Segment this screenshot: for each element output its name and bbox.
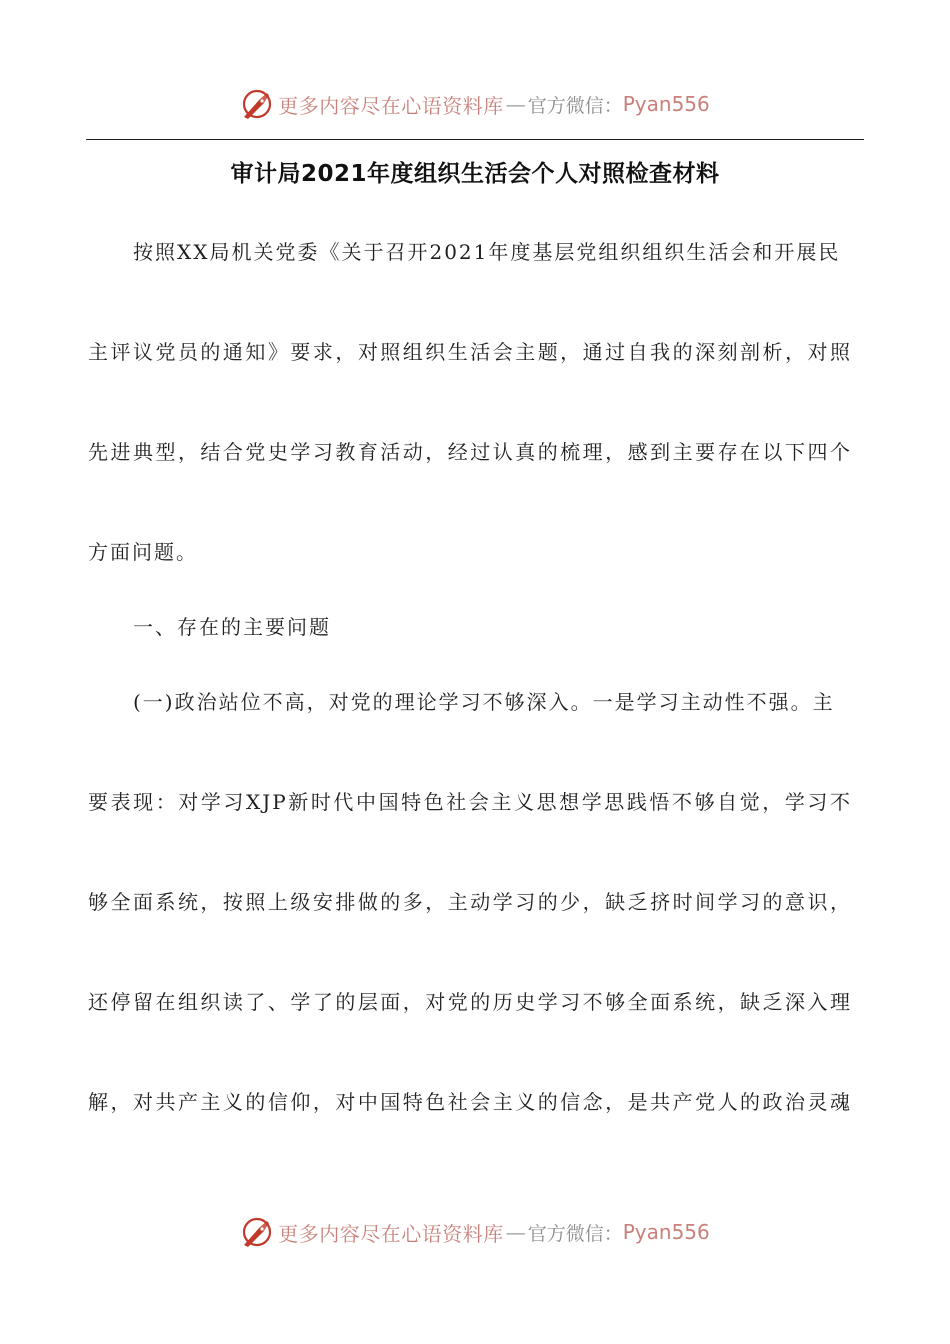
watermark-separator: — [505, 92, 526, 116]
body-line-4: 方面问题。 [88, 540, 198, 564]
watermark-brand-text: 更多内容尽在心语资料库 [278, 93, 504, 118]
body-line-2: 主评议党员的通知》要求，对照组织生活会主题，通过自我的深刻剖析，对照 [88, 340, 852, 364]
body-line-7: 要表现：对学习XJP新时代中国特色社会主义思想学思践悟不够自觉，学习不 [88, 790, 852, 814]
watermark-official-label: 官方微信： [527, 1222, 623, 1245]
section-heading: 一、存在的主要问题 [133, 615, 331, 639]
body-line-6: (一)政治站位不高，对党的理论学习不够深入。一是学习主动性不强。主 [133, 690, 835, 714]
watermark-wechat-id: Pyan556 [622, 1220, 710, 1244]
body-line-9: 还停留在组织读了、学了的层面，对党的历史学习不够全面系统，缺乏深入理 [88, 990, 852, 1014]
header-watermark [0, 84, 950, 124]
pen-nib-circle-icon [240, 87, 274, 121]
watermark-official-label: 官方微信： [527, 94, 623, 117]
watermark-brand-text: 更多内容尽在心语资料库 [278, 1221, 504, 1246]
watermark-wechat-id: Pyan556 [622, 92, 710, 116]
header-divider [86, 139, 864, 140]
body-line-8: 够全面系统，按照上级安排做的多，主动学习的少，缺乏挤时间学习的意识， [88, 890, 852, 914]
body-line-3: 先进典型，结合党史学习教育活动，经过认真的梳理，感到主要存在以下四个 [88, 440, 852, 464]
watermark-separator: — [505, 1220, 526, 1244]
footer-watermark [0, 1212, 950, 1252]
body-line-1: 按照XX局机关党委《关于召开2021年度基层党组织组织生活会和开展民 [133, 240, 841, 264]
pen-nib-circle-icon [240, 1215, 274, 1249]
document-title: 审计局2021年度组织生活会个人对照检查材料 [230, 161, 720, 187]
body-line-10: 解，对共产主义的信仰，对中国特色社会主义的信念，是共产党人的政治灵魂 [88, 1090, 852, 1114]
